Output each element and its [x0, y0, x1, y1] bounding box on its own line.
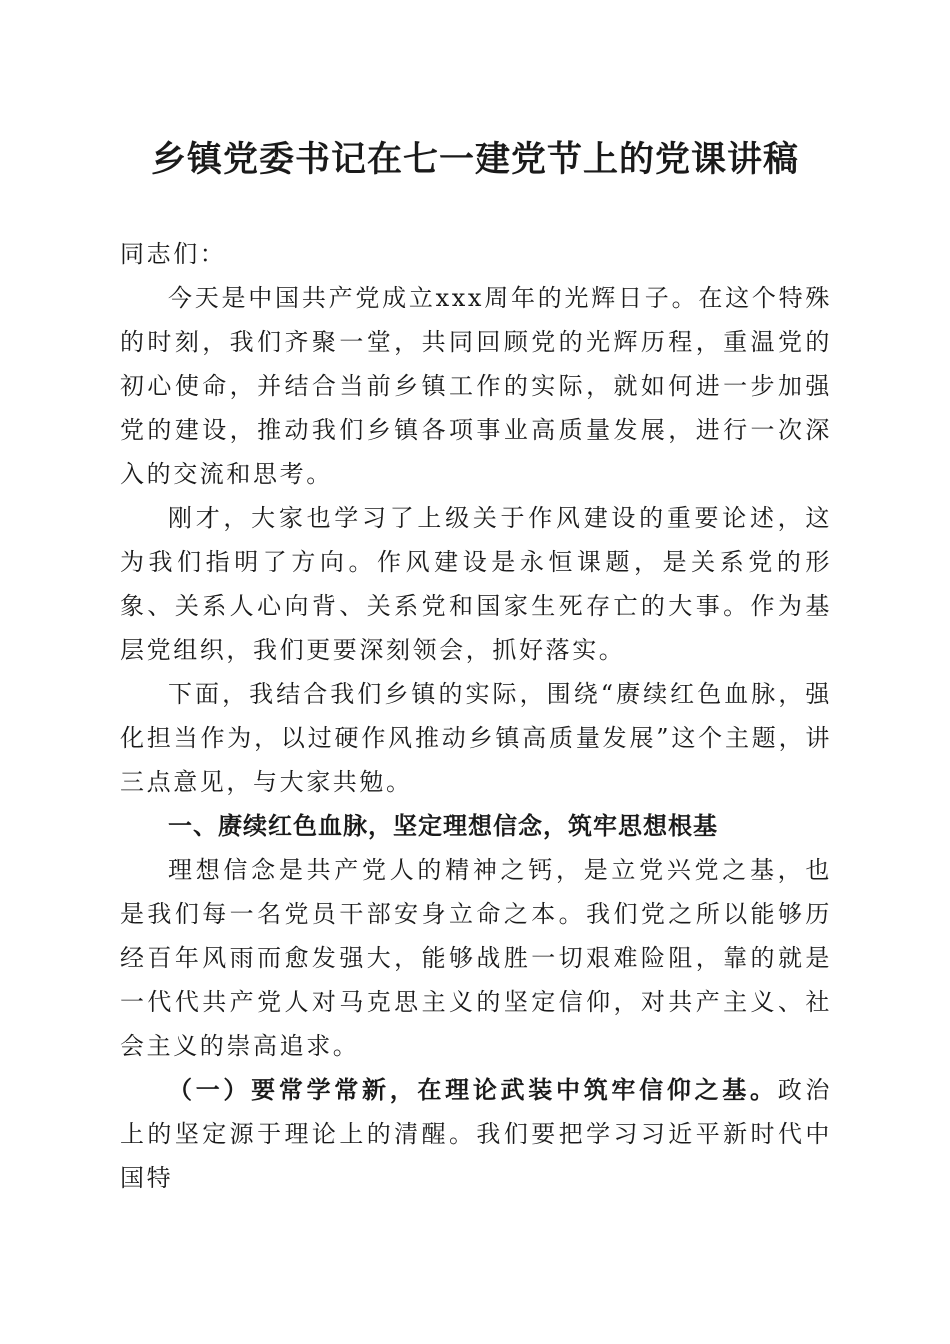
- section1-paragraph: 理想信念是共产党人的精神之钙，是立党兴党之基，也是我们每一名党员干部安身立命之本。我们党之所以能够历经百年风雨而愈发强大，能够战胜一切艰难险阻，靠的就是一代代共产党人对马克思主义的坚定信仰，对共产主义、社会主义的崇高追求。: [120, 856, 832, 1060]
- document-title: 乡镇党委书记在七一建党节上的党课讲稿: [150, 139, 799, 180]
- subsection1-text: 政治上的坚定源于理论上的清醒。我们要把学习习近平新时代中国特: [120, 1076, 833, 1192]
- paragraph-style-building: 刚才，大家也学习了上级关于作风建设的重要论述，这为我们指明了方向。作风建设是永恒课题，是关系党的形象、关系人心向背、关系党和国家生死存亡的大事。作为基层党组织，我们更要深刻领会，抓好落实。: [120, 504, 832, 664]
- subsection1-lead: （一）要常学常新，在理论武装中筑牢信仰之基。: [168, 1075, 778, 1104]
- salutation: 同志们：: [120, 240, 227, 268]
- document-body: [120, 232, 832, 1200]
- section-heading-1: 一、赓续红色血脉，坚定理想信念，筑牢思想根基: [168, 812, 718, 840]
- paragraph-intro: 今天是中国共产党成立xxx周年的光辉日子。在这个特殊的时刻，我们齐聚一堂，共同回顾党的光辉历程，重温党的初心使命，并结合当前乡镇工作的实际，就如何进一步加强党的建设，推动我们乡镇各项事业高质量发展，进行一次深入的交流和思考。: [120, 284, 832, 488]
- paragraph-theme: 下面，我结合我们乡镇的实际，围绕“赓续红色血脉，强化担当作为，以过硬作风推动乡镇高质量发展”这个主题，讲三点意见，与大家共勉。: [120, 680, 832, 796]
- subsection1-paragraph: [120, 1068, 832, 1200]
